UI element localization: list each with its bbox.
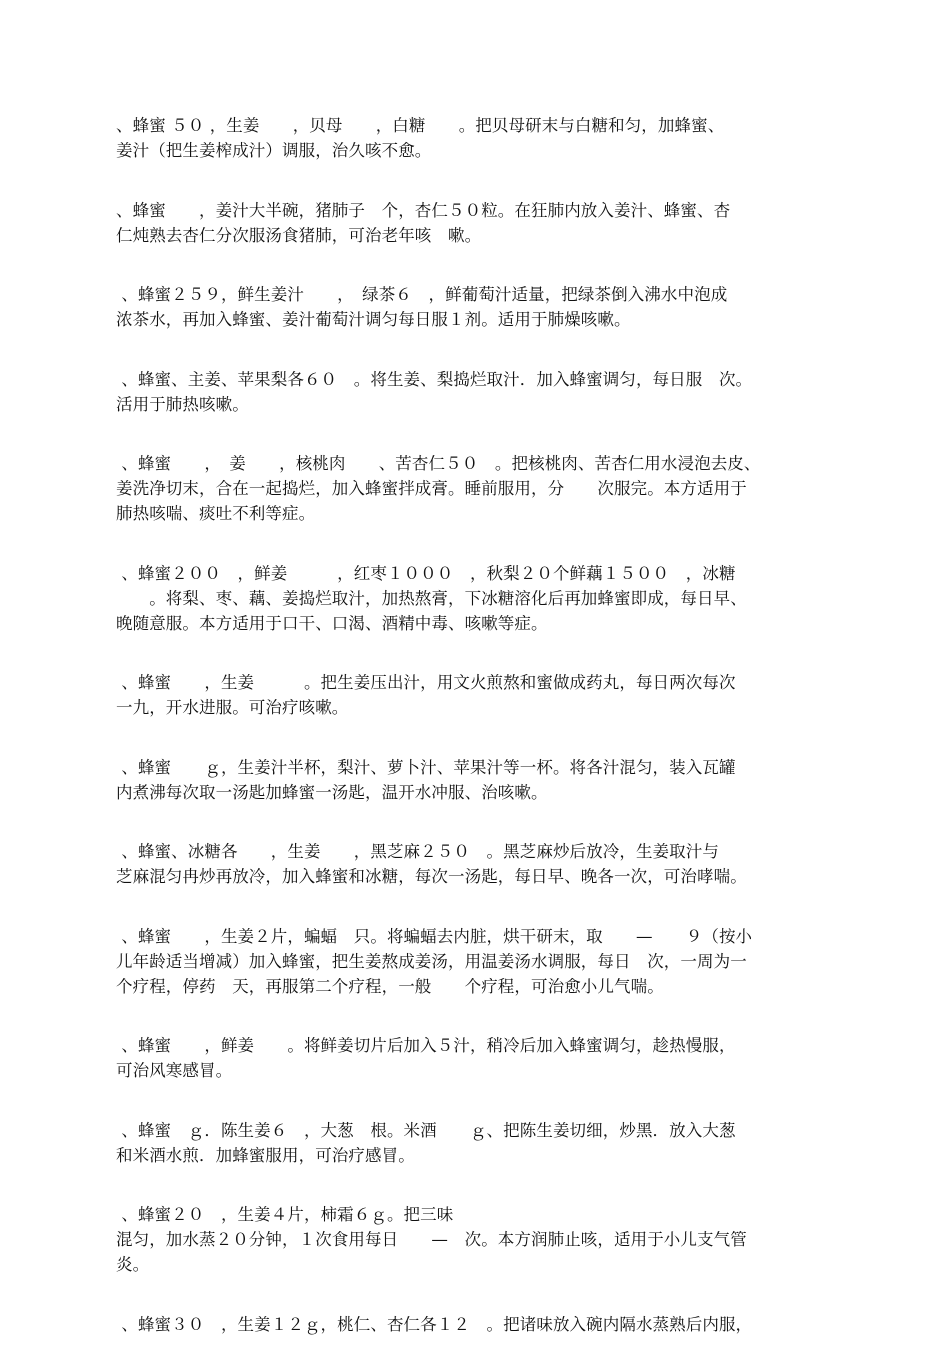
text-line: 可治风寒感冒。 [116, 1061, 233, 1080]
text-line: 。将梨、枣、藕、姜捣烂取汁，加热熬膏，下冰糖溶化后再加蜂蜜即成，每日早、 [116, 588, 747, 608]
recipe-paragraph [116, 1202, 838, 1277]
text-line: 、蜂蜜 ｇ，生姜汁半杯，梨汁、萝卜汁、苹果汁等一杯。将各汁混匀，装入瓦罐 [116, 757, 736, 777]
recipe-paragraph [116, 924, 838, 999]
text-line: 和米酒水煎．加蜂蜜服用，可治疗感冒。 [116, 1145, 415, 1165]
text-line: 、蜂蜜 ， 姜 ，核桃肉 、苦杏仁５０ 。把核桃肉、苦杏仁用水浸泡去皮、 [116, 454, 761, 473]
text-line: 炎。 [116, 1255, 150, 1274]
text-line: 姜洗净切末，合在一起捣烂，加入蜂蜜拌成膏。睡前服用，分 次服完。本方适用于 [116, 479, 747, 498]
text-line: 、蜂蜜３０ ，生姜１２ｇ，桃仁、杏仁各１２ 。把诸味放入碗内隔水蒸熟后内服， [116, 1314, 753, 1334]
text-line: 、蜂蜜、冰糖各 ，生姜 ，黑芝麻２５０ 。黑芝麻炒后放冷，生姜取汁与 [116, 842, 719, 861]
recipe-paragraph [116, 839, 838, 889]
text-line: 混匀，加水蒸２０分钟，１次食用每日 — 次。本方润肺止咳，适用于小儿支气管 [116, 1230, 747, 1249]
recipe-paragraph [116, 367, 838, 417]
text-line: 、蜂蜜 ５０ ，生姜 ，贝母 ，白糖 。把贝母研末与白糖和匀，加蜂蜜、 [116, 116, 725, 135]
text-line: 活用于肺热咳嗽。 [116, 394, 249, 414]
text-line: 、蜂蜜 ，鲜姜 。将鲜姜切片后加入５汁，稍冷后加入蜂蜜调匀，趁热慢服， [116, 1036, 736, 1055]
recipe-paragraph [116, 755, 838, 805]
recipe-paragraph [116, 1033, 838, 1083]
text-line: 、蜂蜜２０ ，生姜４片，柿霜６ｇ。把三味 [116, 1205, 454, 1224]
text-line: 浓茶水，再加入蜂蜜、姜汁葡萄汁调匀每日服１剂。适用于肺燥咳嗽。 [116, 310, 631, 329]
text-line: 晚随意服。本方适用于口干、口渴、酒精中毒、咳嗽等症。 [116, 613, 548, 633]
text-line: 、蜂蜜 ｇ．陈生姜６ ，大葱 根。米酒 ｇ、把陈生姜切细，炒黑．放入大葱 [116, 1120, 736, 1140]
recipe-paragraph [116, 282, 838, 332]
recipe-paragraph [116, 1312, 838, 1337]
text-line: 、蜂蜜、主姜、苹果梨各６０ 。将生姜、梨捣烂取汁．加入蜂蜜调匀，每日服 次。 [116, 369, 753, 389]
text-line: 、蜂蜜２５９，鲜生姜汁 ， 绿茶６ ，鲜葡萄汁适量，把绿茶倒入沸水中泡成 [116, 285, 728, 304]
recipe-paragraph [116, 451, 838, 526]
recipe-paragraph [116, 113, 838, 163]
text-line: 、蜂蜜 ，姜汁大半碗，猪肺子 个，杏仁５０粒。在狂肺内放入姜汁、蜂蜜、杏 [116, 200, 731, 220]
text-line: 一九，开水进服。可治疗咳嗽。 [116, 698, 349, 717]
text-line: 、蜂蜜 ，生姜２片，蝙蝠 只。将蝙蝠去内脏，烘干研末，取 — ９（按小 [116, 926, 753, 946]
text-line: 内煮沸每次取一汤匙加蜂蜜一汤匙，温开水冲服、治咳嗽。 [116, 782, 548, 802]
text-line: 肺热咳喘、痰吐不利等症。 [116, 504, 316, 523]
text-line: 儿年龄适当增减）加入蜂蜜，把生姜熬成姜汤，用温姜汤水调服，每日 次，一周为一 [116, 951, 747, 971]
recipe-paragraph [116, 561, 838, 636]
recipe-paragraph [116, 670, 838, 720]
document-body [116, 113, 838, 1371]
text-line: 姜汁（把生姜榨成汁）调服，治久咳不愈。 [116, 141, 432, 160]
text-line: 、蜂蜜２００ ，鲜姜 ，红枣１０００ ，秋梨２０个鲜藕１５００ ，冰糖 [116, 563, 736, 583]
text-line: 、蜂蜜 ，生姜 。把生姜压出汁，用文火煎熬和蜜做成药丸，每日两次每次 [116, 673, 736, 692]
recipe-paragraph [116, 198, 838, 248]
text-line: 仁炖熟去杏仁分次服汤食猪肺，可治老年咳 嗽。 [116, 225, 482, 245]
recipe-paragraph [116, 1118, 838, 1168]
text-line: 芝麻混匀冉炒再放冷，加入蜂蜜和冰糖，每次一汤匙，每日早、晚各一次，可治哮喘。 [116, 867, 747, 886]
text-line: 个疗程，停药 天，再服第二个疗程，一般 个疗程，可治愈小儿气喘。 [116, 976, 664, 996]
